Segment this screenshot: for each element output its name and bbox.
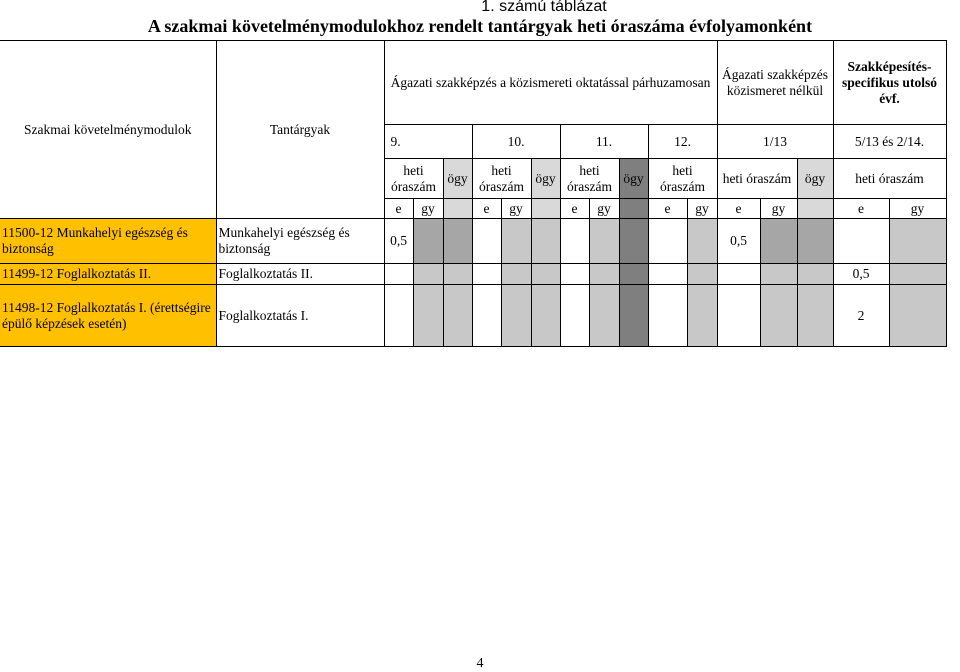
header-subjects: Tantárgyak bbox=[216, 41, 384, 219]
subject-cell: Munkahelyi egészség és biztonság bbox=[216, 219, 384, 264]
year-10: 10. bbox=[472, 125, 560, 159]
weekly-hours-1-13: heti óraszám bbox=[717, 159, 797, 199]
hours-9-e: 0,5 bbox=[384, 219, 413, 264]
table-title: A szakmai követelménymodulokhoz rendelt tantárgyak heti óraszáma évfolyamonként bbox=[147, 16, 813, 36]
sub-e: e bbox=[560, 199, 589, 219]
sub-e: e bbox=[384, 199, 413, 219]
sub-e: e bbox=[472, 199, 501, 219]
module-cell: 11500-12 Munkahelyi egészség és biztonság bbox=[0, 219, 216, 264]
hours-last-e: 0,5 bbox=[833, 264, 889, 285]
sub-e: e bbox=[648, 199, 687, 219]
year-5-13-2-14: 5/13 és 2/14. bbox=[833, 125, 946, 159]
page-number: 4 bbox=[476, 656, 484, 671]
table-row bbox=[0, 285, 946, 347]
module-cell: 11498-12 Foglalkoztatás I. (érettségire épülő képzések esetén) bbox=[0, 285, 216, 347]
sub-gy: gy bbox=[413, 199, 443, 219]
year-12: 12. bbox=[648, 125, 717, 159]
sub-gy: gy bbox=[589, 199, 619, 219]
ogy-11: ögy bbox=[619, 159, 648, 199]
table-row bbox=[0, 219, 946, 264]
table-caption: 1. számú táblázat bbox=[481, 0, 607, 15]
hours-1-13-e: 0,5 bbox=[717, 219, 760, 264]
ogy-10: ögy bbox=[531, 159, 560, 199]
weekly-hours-10: heti óraszám bbox=[472, 159, 531, 199]
sub-gy: gy bbox=[889, 199, 946, 219]
sub-gy: gy bbox=[687, 199, 717, 219]
year-11: 11. bbox=[560, 125, 648, 159]
sub-gy: gy bbox=[760, 199, 797, 219]
module-cell: 11499-12 Foglalkoztatás II. bbox=[0, 264, 216, 285]
year-9: 9. bbox=[384, 125, 472, 159]
year-1-13: 1/13 bbox=[717, 125, 833, 159]
subject-cell: Foglalkoztatás II. bbox=[216, 264, 384, 285]
ogy-9: ögy bbox=[443, 159, 472, 199]
weekly-hours-11: heti óraszám bbox=[560, 159, 619, 199]
header-group-specific: Szakképesítés-specifikus utolsó évf. bbox=[833, 41, 946, 125]
header-modules: Szakmai követelménymodulok bbox=[0, 41, 216, 219]
hours-last-e: 2 bbox=[833, 285, 889, 347]
subject-cell: Foglalkoztatás I. bbox=[216, 285, 384, 347]
header-group-no-general: Ágazati szakképzés közismeret nélkül bbox=[717, 41, 833, 125]
header-group-parallel: Ágazati szakképzés a közismereti oktatással párhuzamosan bbox=[384, 41, 717, 125]
hours-table bbox=[0, 40, 947, 347]
sub-e: e bbox=[717, 199, 760, 219]
weekly-hours-9: heti óraszám bbox=[384, 159, 443, 199]
weekly-hours-12: heti óraszám bbox=[648, 159, 717, 199]
ogy-1-13: ögy bbox=[797, 159, 833, 199]
table-row bbox=[0, 264, 946, 285]
sub-e: e bbox=[833, 199, 889, 219]
sub-gy: gy bbox=[501, 199, 531, 219]
weekly-hours-last: heti óraszám bbox=[833, 159, 946, 199]
